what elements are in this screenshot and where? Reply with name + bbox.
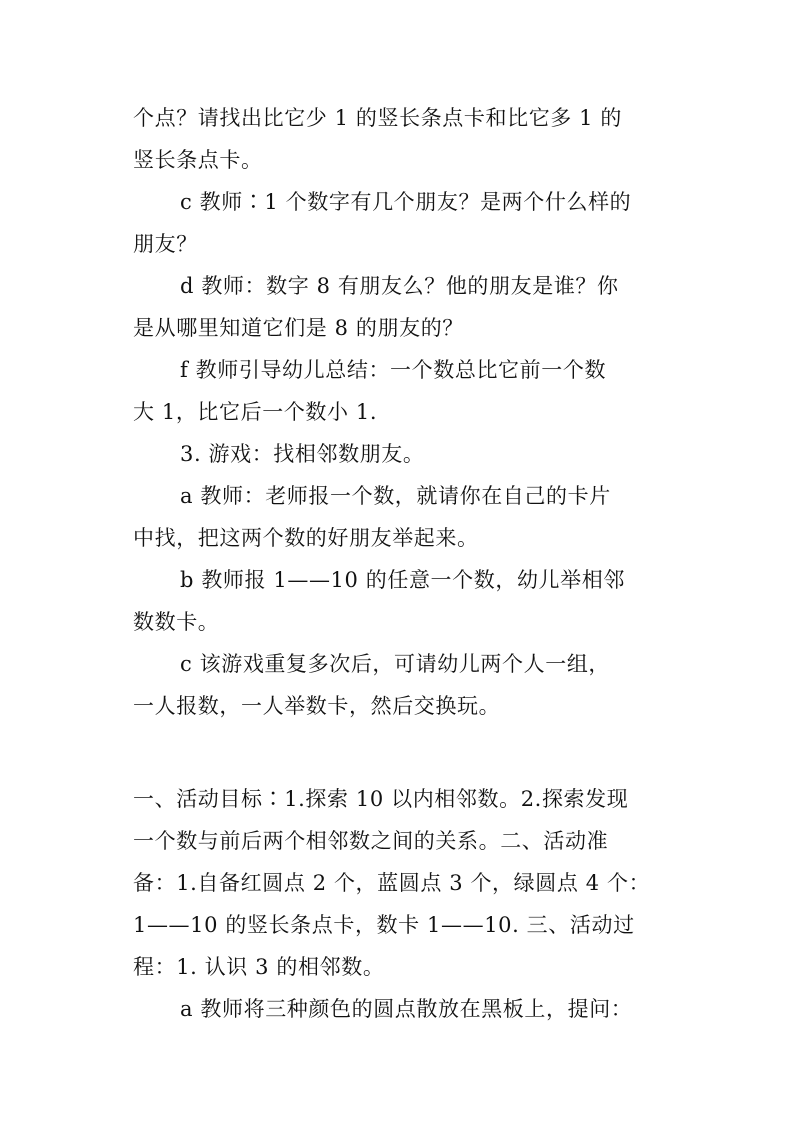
text-line: a 教师将三种颜色的圆点散放在黑板上，提问： bbox=[180, 997, 633, 1021]
text-line: f 教师引导幼儿总结：一个数总比它前一个数 bbox=[180, 358, 607, 382]
text-line: 是从哪里知道它们是 8 的朋友的？ bbox=[133, 316, 464, 340]
text-line: 数数卡。 bbox=[133, 610, 220, 634]
text-line: 中找，把这两个数的好朋友举起来。 bbox=[133, 526, 479, 550]
text-line: 一人报数，一人举数卡，然后交换玩。 bbox=[133, 694, 501, 718]
text-line: 竖长条点卡。 bbox=[133, 148, 263, 172]
text-line: 1——10 的竖长条点卡，数卡 1——10. 三、活动过 bbox=[133, 913, 635, 937]
text-line: b 教师报 1——10 的任意一个数，幼儿举相邻 bbox=[180, 568, 625, 592]
text-line: 一个数与前后两个相邻数之间的关系。二、活动准 bbox=[133, 829, 609, 853]
text-line: 朋友？ bbox=[133, 232, 198, 256]
text-line: c 教师∶1 个数字有几个朋友？是两个什么样的 bbox=[180, 190, 632, 214]
text-line: 一、活动目标∶1.探索 10 以内相邻数。2.探索发现 bbox=[133, 787, 629, 811]
text-line: a 教师：老师报一个数，就请你在自己的卡片 bbox=[180, 484, 611, 508]
text-line: 程：1. 认识 3 的相邻数。 bbox=[133, 955, 385, 979]
text-line: 大 1，比它后一个数小 1. bbox=[133, 400, 378, 424]
text-line: d 教师：数字 8 有朋友么？他的朋友是谁？你 bbox=[180, 274, 619, 298]
text-line: 备：1.自备红圆点 2 个，蓝圆点 3 个，绿圆点 4 个： bbox=[133, 871, 651, 895]
text-line: 3. 游戏：找相邻数朋友。 bbox=[180, 442, 425, 466]
text-line: 个点？请找出比它少 1 的竖长条点卡和比它多 1 的 bbox=[133, 106, 623, 130]
text-line: c 该游戏重复多次后，可请幼儿两个人一组， bbox=[180, 652, 611, 676]
